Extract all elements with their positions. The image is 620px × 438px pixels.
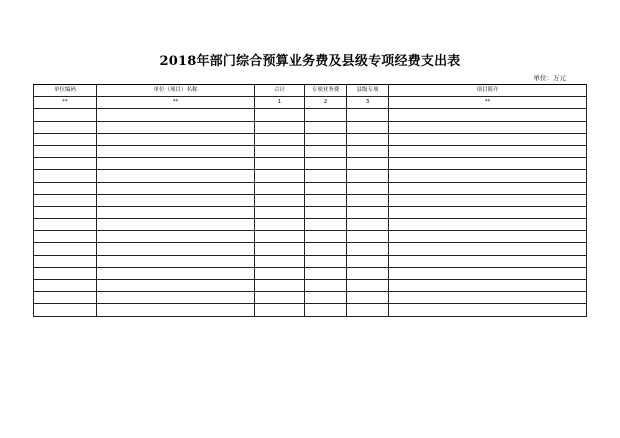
table-cell-project-summary [389, 219, 587, 231]
table-cell-special-business-fee [305, 231, 347, 243]
table-row [34, 267, 587, 279]
table-cell-county-special [347, 231, 389, 243]
table-cell-project-summary [389, 255, 587, 267]
table-cell-unit-project-name [97, 267, 255, 279]
table-cell-special-business-fee [305, 255, 347, 267]
table-cell-total [255, 255, 305, 267]
index-cell-unit-code: ** [34, 97, 97, 109]
table-cell-unit-project-name [97, 255, 255, 267]
table-cell-total [255, 206, 305, 218]
table-cell-total [255, 194, 305, 206]
table-row [34, 182, 587, 194]
table-cell-county-special [347, 304, 389, 316]
table-cell-special-business-fee [305, 194, 347, 206]
table-row [34, 292, 587, 304]
header-project-summary: 项目简介 [389, 85, 587, 97]
table-cell-county-special [347, 109, 389, 121]
table-cell-unit-project-name [97, 231, 255, 243]
table-cell-total [255, 121, 305, 133]
table-cell-unit-project-name [97, 158, 255, 170]
table-cell-special-business-fee [305, 280, 347, 292]
table-cell-unit-code [34, 267, 97, 279]
table-cell-unit-code [34, 121, 97, 133]
table-row [34, 304, 587, 316]
table-cell-unit-project-name [97, 304, 255, 316]
table-cell-unit-code [34, 280, 97, 292]
table-cell-total [255, 231, 305, 243]
table-cell-special-business-fee [305, 109, 347, 121]
table-cell-project-summary [389, 231, 587, 243]
table-cell-total [255, 145, 305, 157]
table-cell-project-summary [389, 109, 587, 121]
table-cell-county-special [347, 267, 389, 279]
header-special-business-fee: 专项业务费 [305, 85, 347, 97]
table-cell-special-business-fee [305, 121, 347, 133]
table-cell-special-business-fee [305, 133, 347, 145]
index-cell-county-special: 3 [347, 97, 389, 109]
table-cell-county-special [347, 206, 389, 218]
header-unit-code: 单位编码 [34, 85, 97, 97]
table-row [34, 243, 587, 255]
table-cell-project-summary [389, 206, 587, 218]
table-cell-special-business-fee [305, 170, 347, 182]
table-cell-project-summary [389, 194, 587, 206]
table-cell-project-summary [389, 304, 587, 316]
table-cell-county-special [347, 121, 389, 133]
table-row [34, 109, 587, 121]
index-cell-unit-project-name: ** [97, 97, 255, 109]
table-cell-county-special [347, 292, 389, 304]
table-cell-unit-code [34, 158, 97, 170]
table-row [34, 255, 587, 267]
table-cell-unit-project-name [97, 109, 255, 121]
table-cell-county-special [347, 194, 389, 206]
table-cell-county-special [347, 145, 389, 157]
table-cell-county-special [347, 170, 389, 182]
table-cell-unit-project-name [97, 145, 255, 157]
table-cell-special-business-fee [305, 304, 347, 316]
table-row [34, 231, 587, 243]
table-index-row [34, 97, 587, 109]
table-cell-special-business-fee [305, 182, 347, 194]
table-cell-unit-project-name [97, 219, 255, 231]
table-cell-unit-project-name [97, 292, 255, 304]
table-cell-special-business-fee [305, 267, 347, 279]
table-cell-project-summary [389, 292, 587, 304]
unit-label: 单位：万元 [533, 74, 566, 82]
table-row [34, 194, 587, 206]
table-cell-unit-code [34, 231, 97, 243]
table-cell-unit-project-name [97, 280, 255, 292]
table-row [34, 219, 587, 231]
header-county-special: 县级专项 [347, 85, 389, 97]
table-cell-unit-project-name [97, 121, 255, 133]
table-cell-special-business-fee [305, 219, 347, 231]
table-cell-project-summary [389, 267, 587, 279]
table-cell-special-business-fee [305, 243, 347, 255]
table-cell-total [255, 304, 305, 316]
table-cell-unit-code [34, 133, 97, 145]
table-cell-special-business-fee [305, 206, 347, 218]
table-cell-unit-code [34, 109, 97, 121]
table-cell-project-summary [389, 182, 587, 194]
table-cell-unit-code [34, 219, 97, 231]
header-total: 合计 [255, 85, 305, 97]
table-cell-total [255, 243, 305, 255]
index-cell-total: 1 [255, 97, 305, 109]
table-cell-unit-project-name [97, 206, 255, 218]
table-row [34, 158, 587, 170]
table-cell-special-business-fee [305, 292, 347, 304]
table-cell-unit-project-name [97, 133, 255, 145]
table-cell-unit-code [34, 255, 97, 267]
table-cell-total [255, 158, 305, 170]
table-cell-unit-code [34, 243, 97, 255]
document-title: 2018年部门综合预算业务费及县级专项经费支出表 [159, 54, 461, 69]
table-cell-unit-code [34, 194, 97, 206]
table-cell-unit-code [34, 206, 97, 218]
table-cell-unit-code [34, 292, 97, 304]
table-row [34, 145, 587, 157]
table-cell-unit-project-name [97, 182, 255, 194]
table-cell-total [255, 280, 305, 292]
table-cell-project-summary [389, 158, 587, 170]
table-cell-project-summary [389, 121, 587, 133]
table-cell-total [255, 109, 305, 121]
table-cell-unit-code [34, 182, 97, 194]
table-row [34, 170, 587, 182]
index-cell-special-business-fee: 2 [305, 97, 347, 109]
table-cell-special-business-fee [305, 158, 347, 170]
table-cell-total [255, 133, 305, 145]
table-row [34, 121, 587, 133]
table-cell-total [255, 219, 305, 231]
header-unit-project-name: 单位（项目）名称 [97, 85, 255, 97]
table-cell-county-special [347, 158, 389, 170]
table-cell-county-special [347, 133, 389, 145]
table-cell-project-summary [389, 170, 587, 182]
table-cell-total [255, 267, 305, 279]
table-cell-total [255, 170, 305, 182]
table-cell-county-special [347, 243, 389, 255]
table-row [34, 206, 587, 218]
table-cell-unit-code [34, 170, 97, 182]
table-row [34, 133, 587, 145]
table-cell-unit-project-name [97, 243, 255, 255]
table-cell-unit-code [34, 304, 97, 316]
table-cell-county-special [347, 182, 389, 194]
table-cell-special-business-fee [305, 145, 347, 157]
table-row [34, 280, 587, 292]
table-cell-total [255, 182, 305, 194]
index-cell-project-summary: ** [389, 97, 587, 109]
table-cell-county-special [347, 255, 389, 267]
table-cell-project-summary [389, 133, 587, 145]
table-cell-project-summary [389, 280, 587, 292]
table-cell-county-special [347, 219, 389, 231]
table-cell-county-special [347, 280, 389, 292]
table-cell-unit-project-name [97, 194, 255, 206]
table-cell-unit-project-name [97, 170, 255, 182]
table-cell-project-summary [389, 243, 587, 255]
table-header-row [34, 85, 587, 97]
table-cell-total [255, 292, 305, 304]
table-cell-unit-code [34, 145, 97, 157]
budget-table [33, 84, 587, 317]
table-cell-project-summary [389, 145, 587, 157]
